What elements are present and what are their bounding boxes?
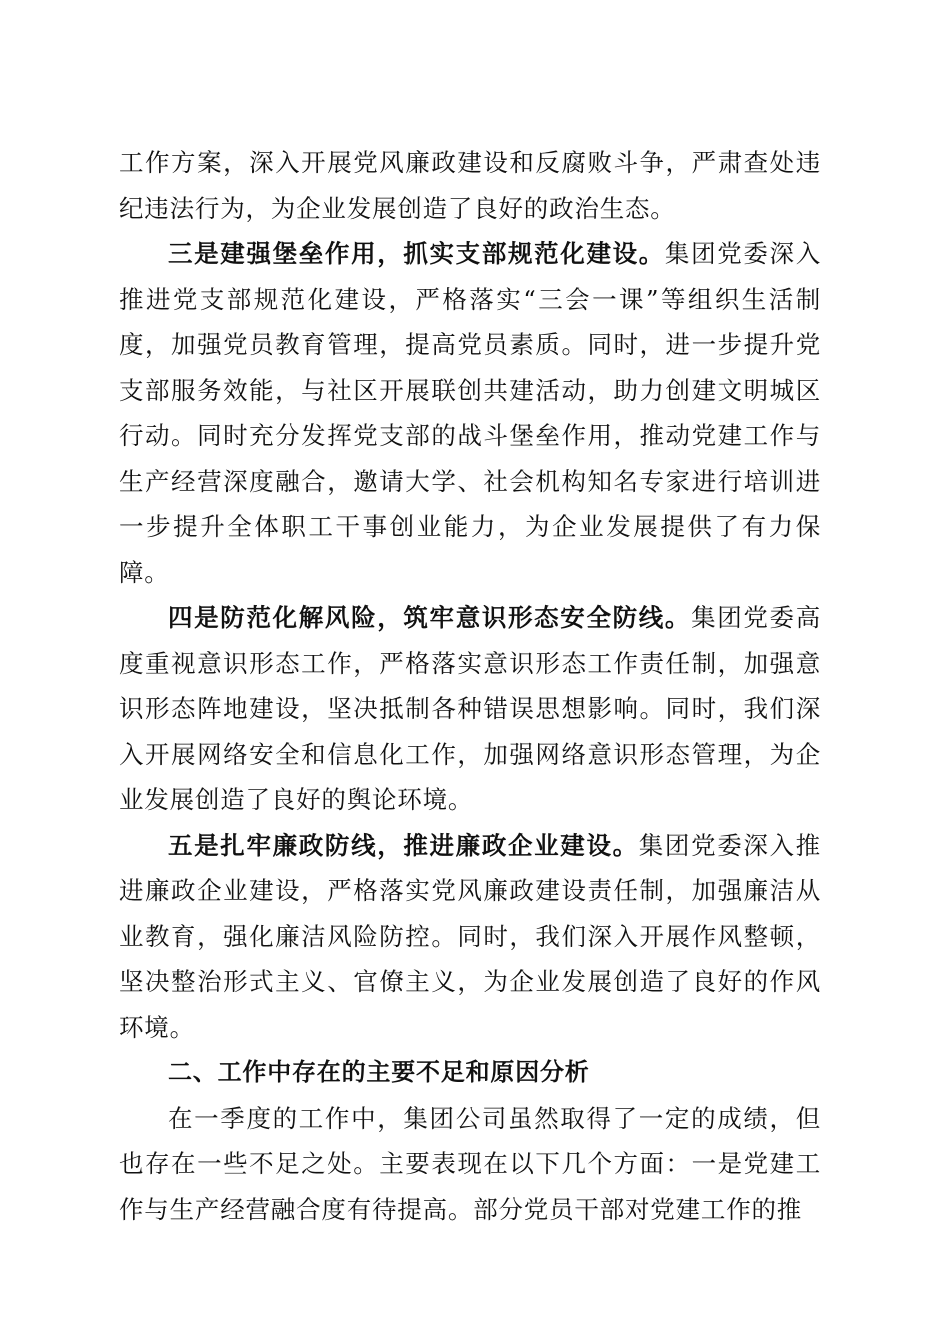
paragraph-lead-heading: 四是防范化解风险，筑牢意识形态安全防线。 (168, 603, 692, 632)
paragraph-lead-heading: 三是建强堡垒作用，抓实支部规范化建设。 (168, 239, 665, 268)
paragraph-continuation (119, 140, 821, 231)
paragraph-text: 在一季度的工作中，集团公司虽然取得了一定的成绩，但也存在一些不足之处。主要表现在以下几个方面：一是党建工作与生产经营融合度有待提高。部分党员干部对党建工作的推 (119, 1103, 821, 1224)
paragraph-text: 集团党委高度重视意识形态工作，严格落实意识形态工作责任制，加强意识形态阵地建设，坚决抵制各种错误思想影响。同时，我们深入开展网络安全和信息化工作，加强网络意识形态管理，为企业发展创造了良好的舆论环境。 (119, 603, 822, 814)
paragraph-point-five (119, 823, 821, 1051)
paragraph-text: 集团党委深入推进廉政企业建设，严格落实党风廉政建设责任制，加强廉洁从业教育，强化廉洁风险防控。同时，我们深入开展作风整顿，坚决整治形式主义、官僚主义，为企业发展创造了良好的作风环境。 (119, 830, 821, 1042)
paragraph-text: 集团党委深入推进党支部规范化建设，严格落实“三会一课”等组织生活制度，加强党员教育管理，提高党员素质。同时，进一步提升党支部服务效能，与社区开展联创共建活动，助力创建文明城区行动。同时充分发挥党支部的战斗堡垒作用，推动党建工作与生产经营深度融合，邀请大学、社会机构知名专家进行培训进一步提升全体职工干事创业能力，为企业发展提供了有力保障。 (119, 239, 821, 587)
paragraph-point-four (119, 595, 821, 823)
section-heading: 二、工作中存在的主要不足和原因分析 (168, 1058, 590, 1086)
paragraph-shortcomings (119, 1096, 821, 1233)
document-body (119, 140, 821, 1232)
paragraph-lead-heading: 五是扎牢廉政防线，推进廉政企业建设。 (168, 830, 639, 860)
paragraph-text: 工作方案，深入开展党风廉政建设和反腐败斗争，严肃查处违纪违法行为，为企业发展创造了良好的政治生态。 (119, 148, 821, 223)
paragraph-point-three (119, 231, 821, 595)
